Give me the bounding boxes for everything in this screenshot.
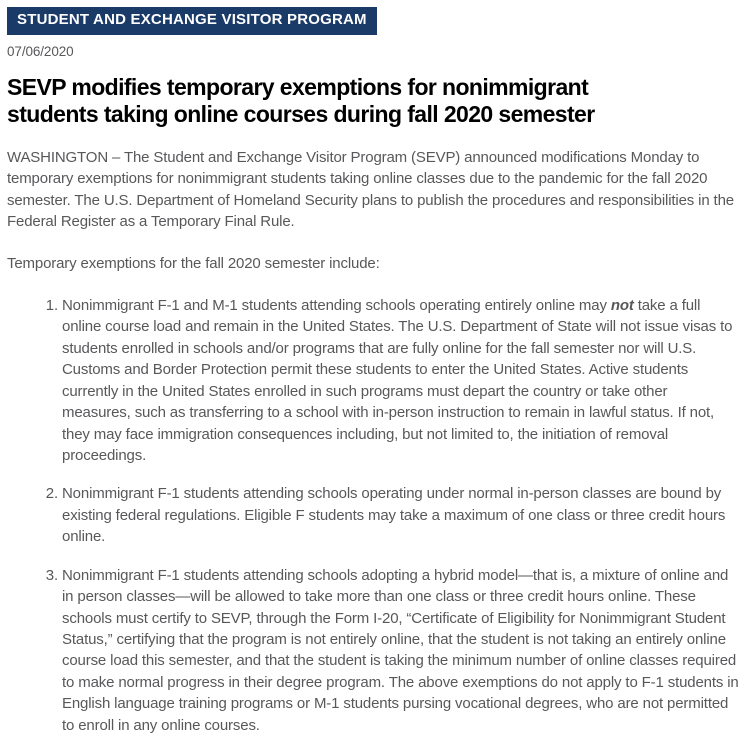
intro-paragraph: WASHINGTON – The Student and Exchange Visitor Program (SEVP) announced modifications Monday to temporary exemptions for nonimmigrant students taking online classes due to the pandemic for the fall 2020 semester. The U.S. Department of Homeland Security plans to publish the procedures and responsibilities in the Federal Register as a Temporary Final Rule. [7, 148, 734, 230]
program-banner: STUDENT AND EXCHANGE VISITOR PROGRAM [7, 7, 377, 35]
exemption-item-2-text: Nonimmigrant F-1 students attending schools operating under normal in-person classes are bound by existing federal regulations. Eligible F students may take a maximum of one class or three credit hours online. [62, 485, 726, 546]
page-title: SEVP modifies temporary exemptions for nonimmigrant students taking online courses during fall 2020 semester [7, 73, 595, 128]
exemption-item-1-after: take a full online course load and remain in the United States. The U.S. Department of State will not issue visas to students enrolled in schools and/or programs that are fully online for the fall semester nor will U.S. Customs and Border Protection permit these students to enter the United States. Active students currently in the United States enrolled in such programs must depart the country or take other measures, such as transferring to a school with in-person instruction to remain in lawful status. If not, they may face immigration consequences including, but not limited to, the initiation of removal proceedings. [62, 296, 733, 464]
exemption-item-1-before: Nonimmigrant F-1 and M-1 students attending schools operating entirely online may [62, 296, 611, 314]
release-date: 07/06/2020 [7, 43, 74, 59]
exemption-item-3 [62, 565, 739, 737]
exemption-item-1-emphasis: not [610, 296, 634, 314]
exemption-item-1 [62, 295, 739, 467]
list-intro: Temporary exemptions for the fall 2020 semester include: [7, 255, 380, 273]
exemption-item-2 [62, 483, 739, 547]
exemption-item-3-text: Nonimmigrant F-1 students attending schools adopting a hybrid model—that is, a mixture of online and in person classes—will be allowed to take more than one class or three credit hours online. These schools must certify to SEVP, through the Form I-20, “Certificate of Eligibility for Nonimmigrant Student Status,” certifying that the program is not entirely online, that the student is not taking an entirely online course load this semester, and that the student is taking the minimum number of online classes required to make normal progress in their degree program. The above exemptions do not apply to F-1 students in English language training programs or M-1 students pursing vocational degrees, who are not permitted to enroll in any online courses. [62, 566, 739, 734]
exemption-list [7, 295, 739, 736]
